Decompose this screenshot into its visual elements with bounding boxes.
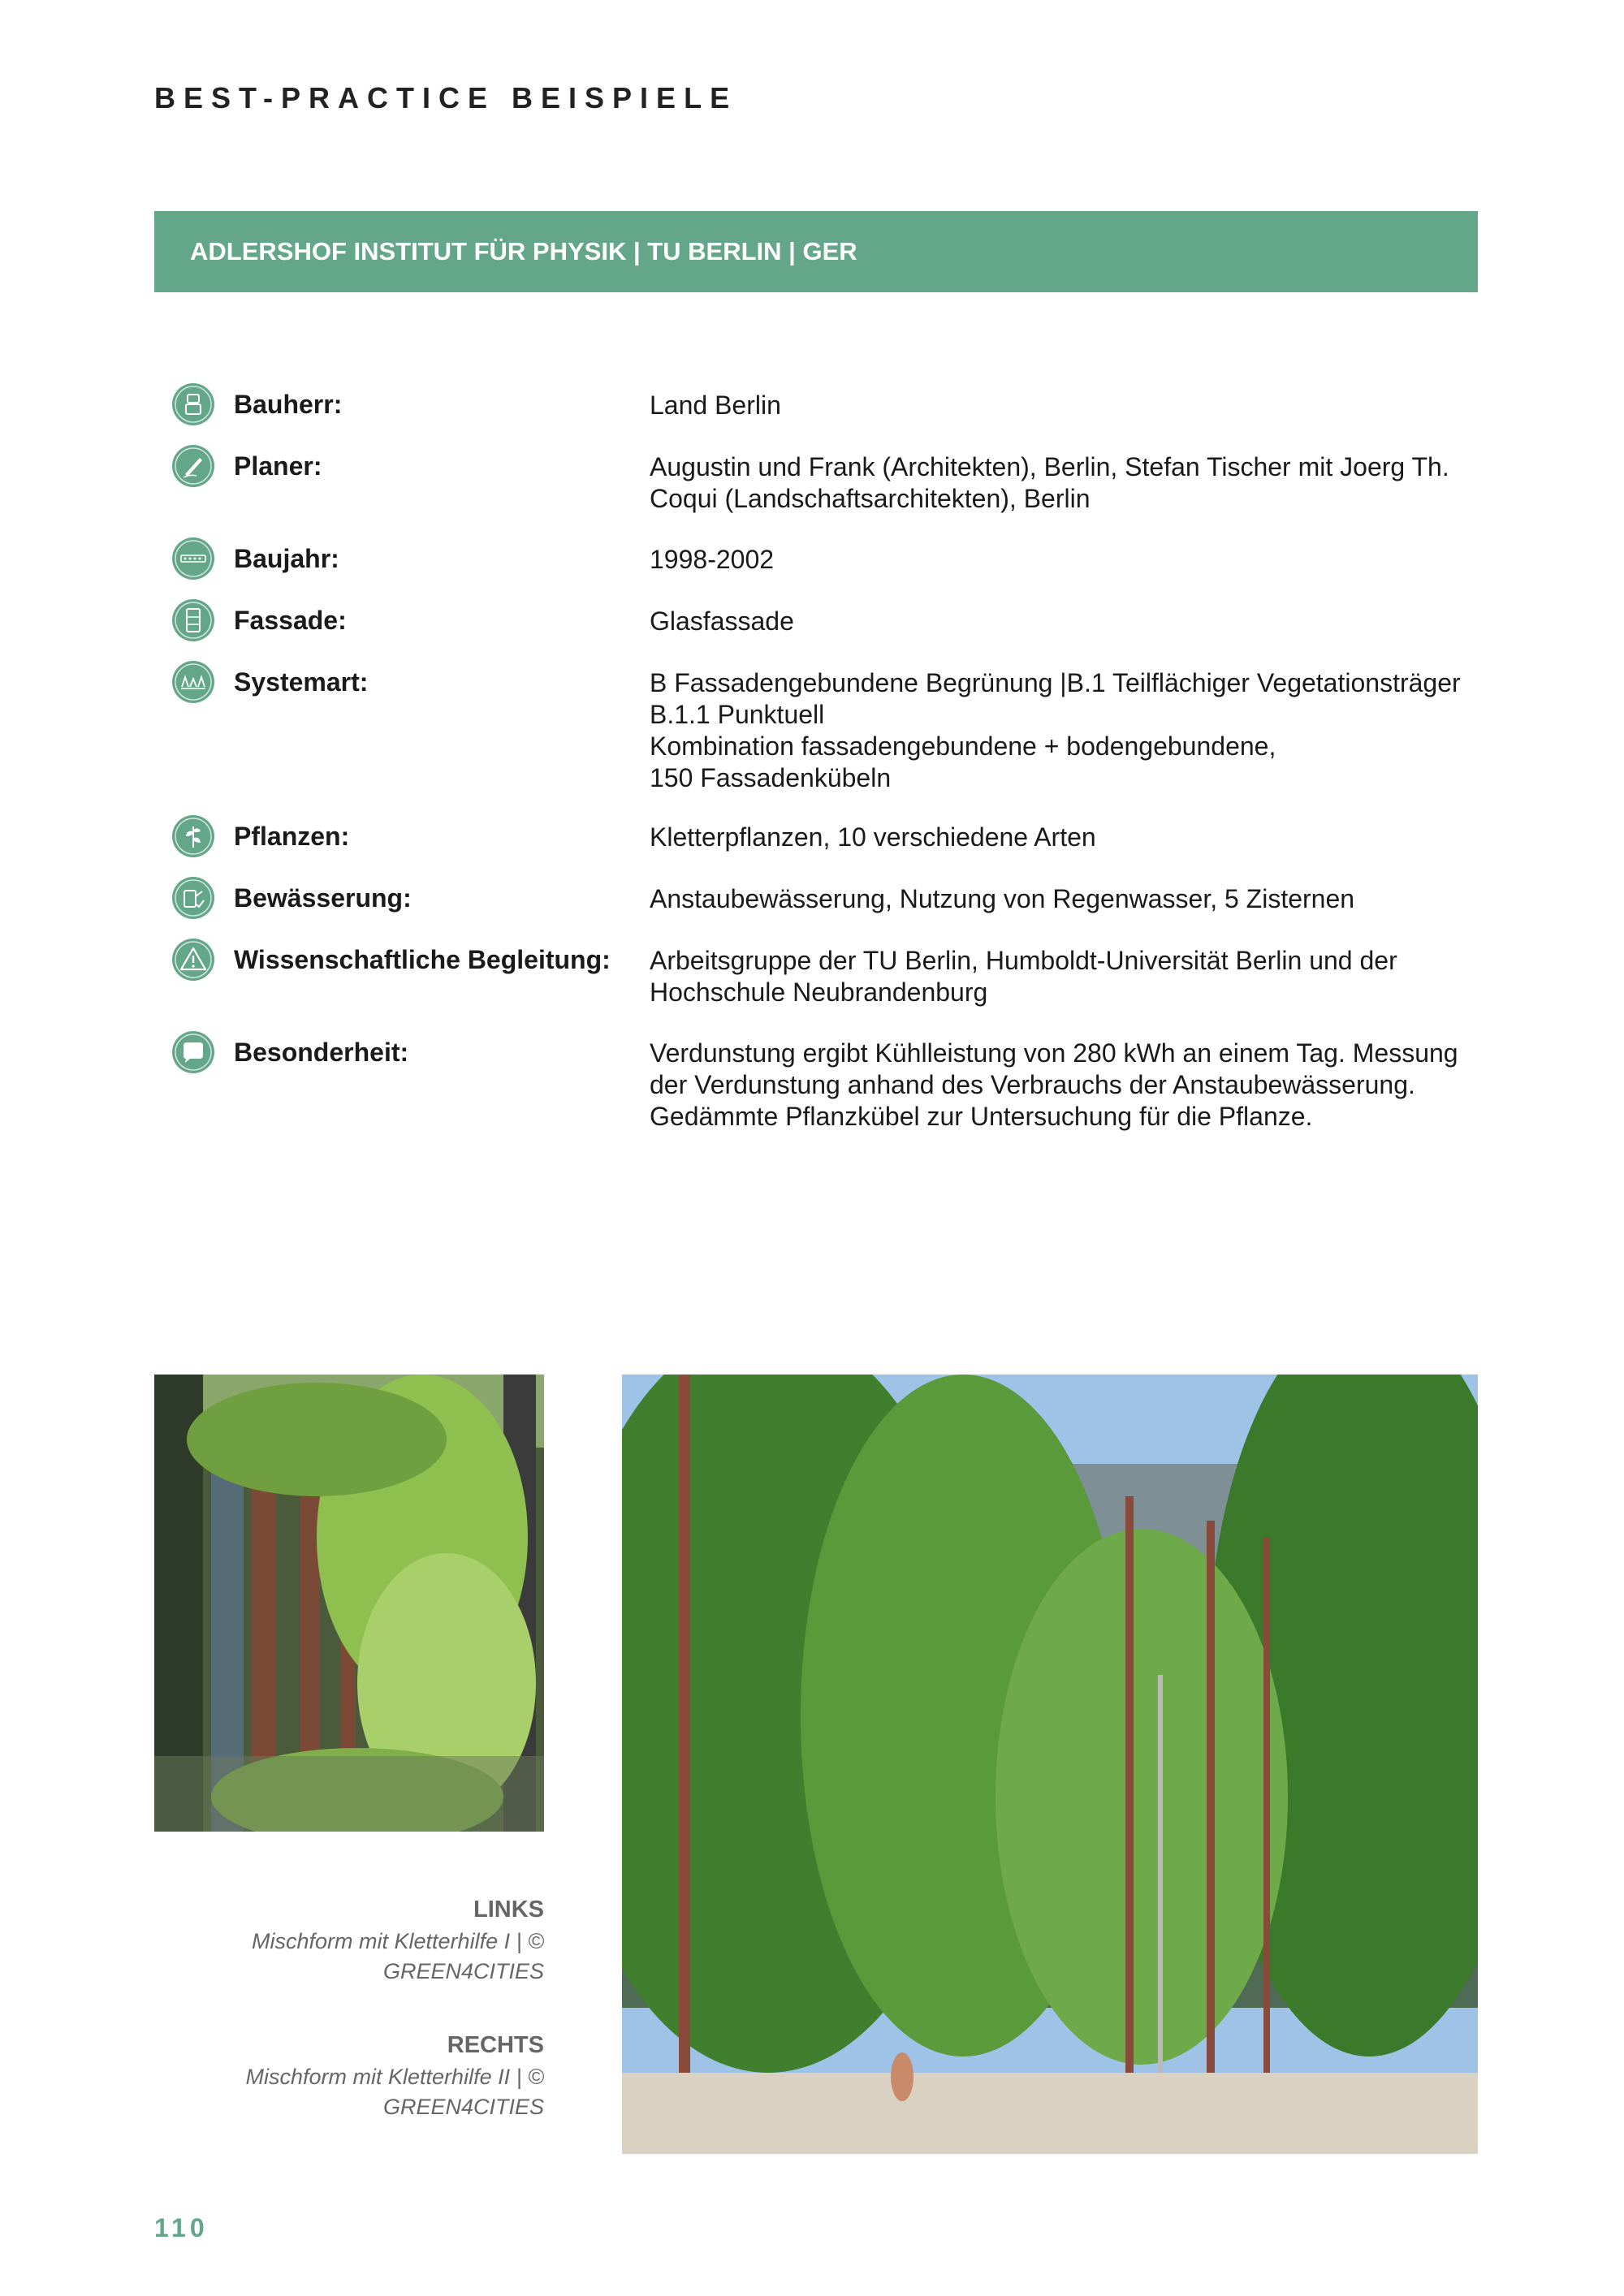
system-icon (172, 661, 214, 703)
fact-label: Pflanzen: (234, 822, 350, 851)
plant-icon (172, 815, 214, 857)
client-icon (172, 383, 214, 425)
fact-label: Wissenschaftliche Begleitung: (234, 945, 611, 974)
fact-value: Verdunstung ergibt Kühlleistung von 280 kWh an einem Tag. Messung der Verdunstung anhand des Verbrauchs der Anstaubewässerung. Gedämmte Pflanzkübel zur Untersuchung für die Pflanze. (650, 1038, 1458, 1131)
caption-left (203, 1897, 544, 1987)
project-banner (154, 211, 1478, 292)
facade-icon (172, 599, 214, 641)
fact-value: Anstaubewässerung, Nutzung von Regenwasser, 5 Zisternen (650, 884, 1355, 913)
fact-value: B Fassadengebundene Begrünung |B.1 Teilflächiger Vegetationsträger B.1.1 Punktuell Kombination fassadengebundene + bodengebundene, 150 Fassadenkübeln (650, 668, 1461, 792)
caption-heading: RECHTS (447, 2032, 544, 2058)
caption-heading: LINKS (473, 1897, 544, 1923)
fact-label: Baujahr: (234, 544, 339, 573)
photo-left (154, 1375, 544, 1832)
fact-label: Planer: (234, 451, 322, 481)
fact-value: Arbeitsgruppe der TU Berlin, Humboldt-Universität Berlin und der Hochschule Neubrandenburg (650, 946, 1397, 1007)
fact-label: Besonderheit: (234, 1038, 409, 1067)
warning-icon (172, 939, 214, 981)
project-title: ADLERSHOF INSTITUT FÜR PHYSIK | TU BERLIN | GER (190, 237, 857, 265)
watering-icon (172, 877, 214, 919)
fact-label: Bewässerung: (234, 883, 412, 913)
fact-label: Systemart: (234, 667, 369, 697)
fact-value: Augustin und Frank (Architekten), Berlin, Stefan Tischer mit Joerg Th. Coqui (Landschaftsarchitekten), Berlin (650, 452, 1449, 513)
section-title: BEST-PRACTICE BEISPIELE (154, 81, 738, 114)
calendar-icon (172, 537, 214, 580)
caption-text: Mischform mit Kletterhilfe II | © GREEN4CITIES (245, 2065, 544, 2119)
fact-label: Fassade: (234, 606, 347, 635)
fact-value: Glasfassade (650, 606, 794, 636)
fact-value: Land Berlin (650, 391, 781, 420)
fact-label: Bauherr: (234, 390, 343, 419)
fact-value: Kletterpflanzen, 10 verschiedene Arten (650, 822, 1096, 852)
photo-right (622, 1375, 1478, 2154)
pen-icon (172, 445, 214, 487)
speech-bubble-icon (172, 1031, 214, 1073)
caption-text: Mischform mit Kletterhilfe I | © GREEN4CITIES (252, 1929, 544, 1983)
caption-right (203, 2032, 544, 2122)
page-number: 110 (154, 2213, 209, 2242)
fact-value: 1998-2002 (650, 545, 775, 574)
